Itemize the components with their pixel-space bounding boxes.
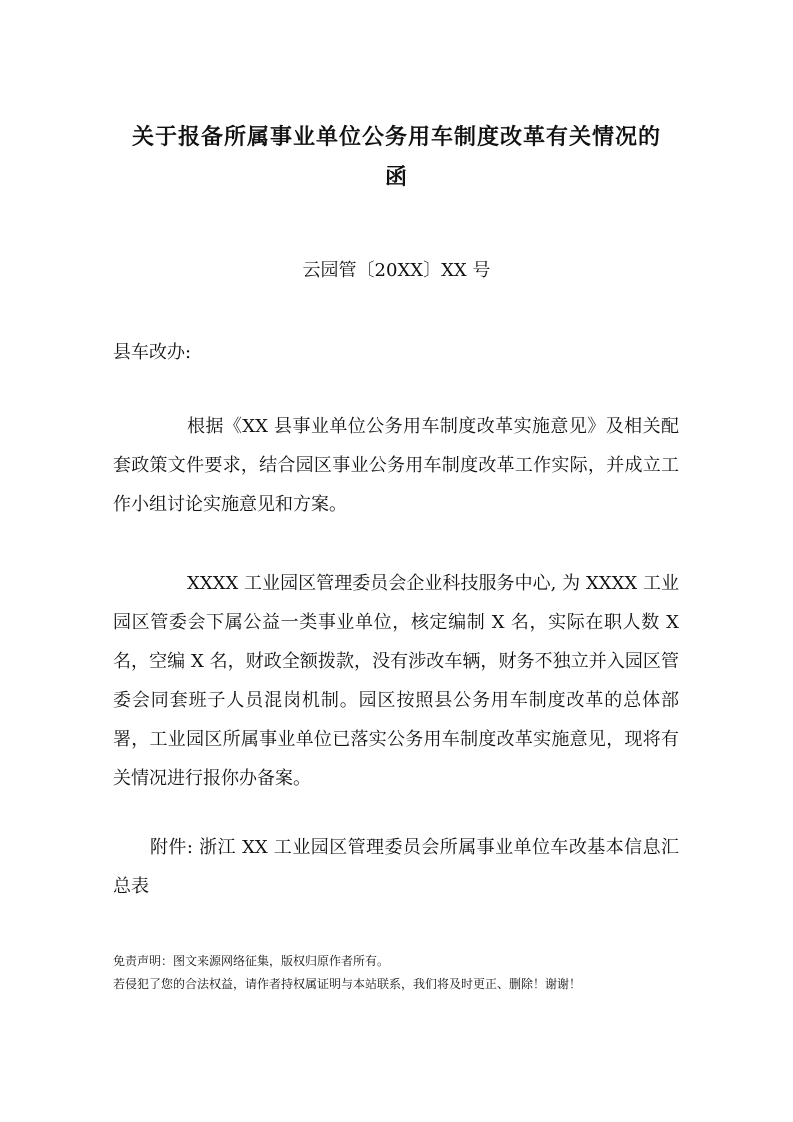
document-title-line-2: 函	[384, 164, 408, 190]
disclaimer-line-2: 若侵犯了您的合法权益，请作者持权属证明与本站联系，我们将及时更正、删除！谢谢！	[113, 977, 582, 991]
document-title-line-1: 关于报备所属事业单位公务用车制度改革有关情况的	[131, 124, 661, 150]
disclaimer	[113, 950, 581, 996]
document-number: 云园管〔20XX〕XX 号	[302, 260, 491, 281]
recipient: 县车改办:	[113, 342, 192, 363]
attachment-note: 附件: 浙江 XX 工业园区管理委员会所属事业单位车改基本信息汇总表	[113, 837, 679, 897]
body-paragraph-2: XXXX 工业园区管理委员会企业科技服务中心, 为 XXXX 工业园区管委会下属公益一类事业单位，核定编制 X 名，实际在职人数 X 名，空编 X 名，财政全额拨款，没有涉改车辆，财务不独立并入园区管委会同套班子人员混岗机制。园区按照县公务用车制度改革的总体部署，工业园区所属事业单位已落实公务用车制度改革实施意见，现将有关情况进行报你办备案。	[113, 573, 679, 789]
body-paragraph-1: 根据《XX 县事业单位公务用车制度改革实施意见》及相关配套政策文件要求，结合园区事业公务用车制度改革工作实际，并成立工作小组讨论实施意见和方案。	[113, 416, 679, 515]
disclaimer-line-1: 免责声明：图文来源网络征集，版权归原作者所有。	[113, 954, 390, 968]
